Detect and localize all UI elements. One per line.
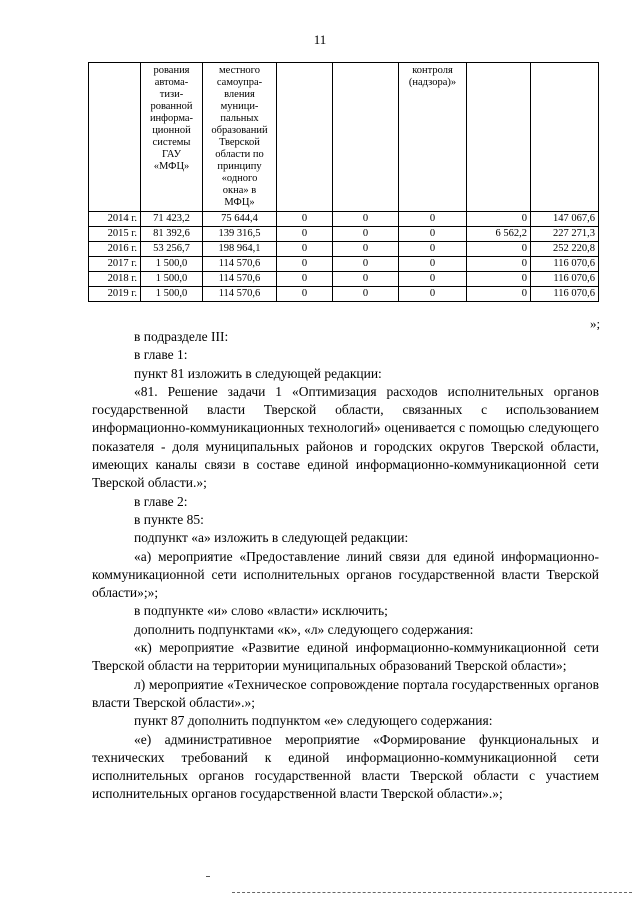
value-cell: 0 <box>399 287 467 302</box>
header-cell-5: контроля (надзора)» <box>399 63 467 212</box>
value-cell: 81 392,6 <box>141 227 203 242</box>
value-cell: 53 256,7 <box>141 242 203 257</box>
year-cell: 2014 г. <box>89 212 141 227</box>
header-cell-4 <box>333 63 399 212</box>
header-cell-year <box>89 63 141 212</box>
value-cell: 71 423,2 <box>141 212 203 227</box>
value-cell: 114 570,6 <box>203 272 277 287</box>
value-cell: 114 570,6 <box>203 287 277 302</box>
amendment-text <box>92 328 599 804</box>
value-cell: 0 <box>333 287 399 302</box>
header-cell-3 <box>277 63 333 212</box>
table-row <box>89 227 599 242</box>
value-cell: 114 570,6 <box>203 257 277 272</box>
value-cell: 0 <box>399 227 467 242</box>
year-cell: 2017 г. <box>89 257 141 272</box>
value-cell: 0 <box>399 212 467 227</box>
page-number: 11 <box>313 32 327 47</box>
value-cell: 0 <box>333 257 399 272</box>
total-cell: 116 070,6 <box>531 272 599 287</box>
value-cell: 198 964,1 <box>203 242 277 257</box>
paragraph: «81. Решение задачи 1 «Оптимизация расходов исполнительных органов государственной власти Тверской области, связанных с использованием информационно-коммуникационных технологий» оценивается с помощью следующего показателя - доля муниципальных районов и городских округов Тверской области, имеющих каналы связи в составе единой информационно-коммуникационной сети Тверской области.»; <box>92 383 599 491</box>
total-cell: 116 070,6 <box>531 287 599 302</box>
year-cell: 2018 г. <box>89 272 141 287</box>
paragraph: в главе 1: <box>134 347 188 363</box>
table-row <box>89 257 599 272</box>
paragraph: л) мероприятие «Техническое сопровождение портала государственных органов власти Тверской области».»; <box>92 676 599 710</box>
paragraph: в главе 2: <box>134 493 188 509</box>
value-cell: 0 <box>467 272 531 287</box>
paragraph: «а) мероприятие «Предоставление линий связи для единой информационно-коммуникационной сети исполнительных органов государственной власти Тверской области»;»; <box>92 548 599 601</box>
header-cell-7 <box>531 63 599 212</box>
total-cell: 147 067,6 <box>531 212 599 227</box>
paragraph: подпункт «а» изложить в следующей редакции: <box>134 530 409 546</box>
value-cell: 0 <box>333 272 399 287</box>
value-cell: 139 316,5 <box>203 227 277 242</box>
table-header-row <box>89 63 599 212</box>
value-cell: 0 <box>333 242 399 257</box>
table-row <box>89 272 599 287</box>
value-cell: 0 <box>333 227 399 242</box>
table-row <box>89 242 599 257</box>
value-cell: 0 <box>277 257 333 272</box>
paragraph: в пункте 85: <box>134 511 204 527</box>
year-cell: 2015 г. <box>89 227 141 242</box>
value-cell: 0 <box>467 287 531 302</box>
budget-table <box>88 62 599 302</box>
value-cell: 0 <box>467 257 531 272</box>
value-cell: 0 <box>399 242 467 257</box>
value-cell: 1 500,0 <box>141 287 203 302</box>
value-cell: 6 562,2 <box>467 227 531 242</box>
value-cell: 1 500,0 <box>141 272 203 287</box>
table-row <box>89 212 599 227</box>
value-cell: 75 644,4 <box>203 212 277 227</box>
value-cell: 0 <box>277 242 333 257</box>
value-cell: 0 <box>333 212 399 227</box>
table-closing-quote: »; <box>590 316 601 331</box>
value-cell: 0 <box>277 227 333 242</box>
value-cell: 0 <box>399 257 467 272</box>
value-cell: 0 <box>467 242 531 257</box>
value-cell: 0 <box>277 272 333 287</box>
total-cell: 116 070,6 <box>531 257 599 272</box>
scan-mark <box>206 876 210 877</box>
paragraph: пункт 87 дополнить подпунктом «е» следующего содержания: <box>134 713 493 729</box>
scan-edge-line <box>232 892 632 894</box>
paragraph: пункт 81 изложить в следующей редакции: <box>134 365 382 381</box>
value-cell: 0 <box>277 212 333 227</box>
value-cell: 0 <box>467 212 531 227</box>
header-cell-1: рования автома- тизи- рованной информа- ционной системы ГАУ «МФЦ» <box>141 63 203 212</box>
year-cell: 2016 г. <box>89 242 141 257</box>
header-cell-6 <box>467 63 531 212</box>
value-cell: 0 <box>399 272 467 287</box>
total-cell: 252 220,8 <box>531 242 599 257</box>
value-cell: 1 500,0 <box>141 257 203 272</box>
paragraph: в подпункте «и» слово «власти» исключить; <box>134 603 388 619</box>
header-cell-2: местного самоупра- вления муници- пальных образований Тверской области по принципу «одного окна» в МФЦ» <box>203 63 277 212</box>
paragraph: «е) административное мероприятие «Формирование функциональных и технических требований к единой информационно-коммуникационной сети исполнительных органов государственной власти Тверской области с участием исполнительных органов государственной власти Тверской области».»; <box>92 731 599 802</box>
value-cell: 0 <box>277 287 333 302</box>
paragraph: дополнить подпунктами «к», «л» следующего содержания: <box>134 621 474 637</box>
year-cell: 2019 г. <box>89 287 141 302</box>
total-cell: 227 271,3 <box>531 227 599 242</box>
paragraph: в подразделе III: <box>134 329 229 344</box>
table-row <box>89 287 599 302</box>
paragraph: «к) мероприятие «Развитие единой информационно-коммуникационной сети Тверской области на территории муниципальных образований Тверской области»; <box>92 640 599 674</box>
